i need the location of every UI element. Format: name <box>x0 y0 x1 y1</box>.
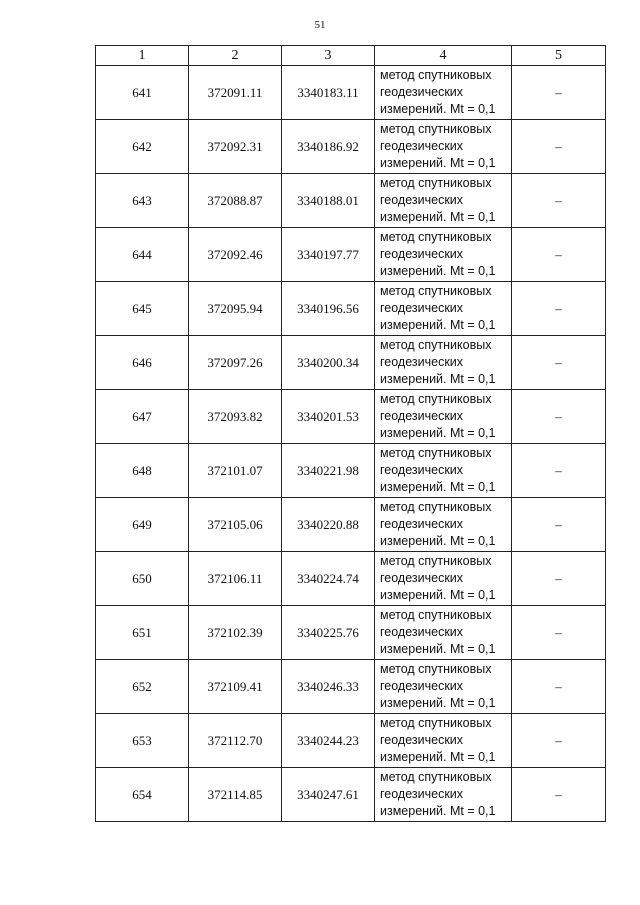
column-header-1: 1 <box>96 46 189 66</box>
point-number-cell: 649 <box>96 498 189 552</box>
method-line: метод спутниковых <box>380 68 492 82</box>
note-cell: – <box>512 66 606 120</box>
column-header-5: 5 <box>512 46 606 66</box>
table-row <box>96 714 606 768</box>
x-coordinate-cell: 372106.11 <box>189 552 282 606</box>
table-row <box>96 606 606 660</box>
table-body <box>96 66 606 822</box>
point-number-cell: 652 <box>96 660 189 714</box>
x-coordinate-cell: 372088.87 <box>189 174 282 228</box>
method-cell <box>375 444 512 498</box>
method-line: метод спутниковых <box>380 446 492 460</box>
table-header-row <box>96 46 606 66</box>
table-row <box>96 228 606 282</box>
point-number-cell: 643 <box>96 174 189 228</box>
table-row <box>96 174 606 228</box>
method-line: метод спутниковых <box>380 662 492 676</box>
method-line: геодезических <box>380 571 464 585</box>
method-line: геодезических <box>380 85 464 99</box>
method-line: измерений. Mt = 0,1 <box>380 696 496 710</box>
y-coordinate-cell: 3340246.33 <box>282 660 375 714</box>
point-number-cell: 651 <box>96 606 189 660</box>
method-line: метод спутниковых <box>380 176 492 190</box>
method-line: измерений. Mt = 0,1 <box>380 534 496 548</box>
x-coordinate-cell: 372109.41 <box>189 660 282 714</box>
method-line: измерений. Mt = 0,1 <box>380 156 496 170</box>
x-coordinate-cell: 372114.85 <box>189 768 282 822</box>
method-cell <box>375 282 512 336</box>
y-coordinate-cell: 3340186.92 <box>282 120 375 174</box>
point-number-cell: 646 <box>96 336 189 390</box>
y-coordinate-cell: 3340196.56 <box>282 282 375 336</box>
method-line: измерений. Mt = 0,1 <box>380 588 496 602</box>
method-line: измерений. Mt = 0,1 <box>380 264 496 278</box>
x-coordinate-cell: 372093.82 <box>189 390 282 444</box>
method-line: метод спутниковых <box>380 230 492 244</box>
method-cell <box>375 120 512 174</box>
method-line: геодезических <box>380 301 464 315</box>
method-line: измерений. Mt = 0,1 <box>380 642 496 656</box>
method-line: геодезических <box>380 679 464 693</box>
column-header-3: 3 <box>282 46 375 66</box>
method-cell <box>375 174 512 228</box>
method-line: геодезических <box>380 247 464 261</box>
y-coordinate-cell: 3340224.74 <box>282 552 375 606</box>
table-row <box>96 390 606 444</box>
method-line: измерений. Mt = 0,1 <box>380 804 496 818</box>
method-line: измерений. Mt = 0,1 <box>380 210 496 224</box>
point-number-cell: 648 <box>96 444 189 498</box>
method-line: геодезических <box>380 517 464 531</box>
note-cell: – <box>512 390 606 444</box>
method-line: метод спутниковых <box>380 716 492 730</box>
method-line: геодезических <box>380 787 464 801</box>
method-line: метод спутниковых <box>380 770 492 784</box>
y-coordinate-cell: 3340188.01 <box>282 174 375 228</box>
note-cell: – <box>512 552 606 606</box>
method-line: измерений. Mt = 0,1 <box>380 372 496 386</box>
y-coordinate-cell: 3340221.98 <box>282 444 375 498</box>
method-line: измерений. Mt = 0,1 <box>380 750 496 764</box>
x-coordinate-cell: 372097.26 <box>189 336 282 390</box>
method-line: геодезических <box>380 463 464 477</box>
table-row <box>96 120 606 174</box>
note-cell: – <box>512 282 606 336</box>
column-header-4: 4 <box>375 46 512 66</box>
method-line: измерений. Mt = 0,1 <box>380 426 496 440</box>
point-number-cell: 650 <box>96 552 189 606</box>
method-cell <box>375 552 512 606</box>
method-cell <box>375 390 512 444</box>
x-coordinate-cell: 372101.07 <box>189 444 282 498</box>
table-row <box>96 498 606 552</box>
point-number-cell: 647 <box>96 390 189 444</box>
y-coordinate-cell: 3340220.88 <box>282 498 375 552</box>
table-row <box>96 768 606 822</box>
point-number-cell: 642 <box>96 120 189 174</box>
method-line: метод спутниковых <box>380 338 492 352</box>
method-cell <box>375 498 512 552</box>
y-coordinate-cell: 3340183.11 <box>282 66 375 120</box>
point-number-cell: 645 <box>96 282 189 336</box>
note-cell: – <box>512 714 606 768</box>
method-cell <box>375 606 512 660</box>
x-coordinate-cell: 372095.94 <box>189 282 282 336</box>
y-coordinate-cell: 3340247.61 <box>282 768 375 822</box>
method-line: измерений. Mt = 0,1 <box>380 480 496 494</box>
method-line: геодезических <box>380 139 464 153</box>
method-cell <box>375 768 512 822</box>
note-cell: – <box>512 660 606 714</box>
point-number-cell: 644 <box>96 228 189 282</box>
method-line: геодезических <box>380 409 464 423</box>
table-row <box>96 444 606 498</box>
column-header-2: 2 <box>189 46 282 66</box>
note-cell: – <box>512 444 606 498</box>
y-coordinate-cell: 3340244.23 <box>282 714 375 768</box>
x-coordinate-cell: 372092.46 <box>189 228 282 282</box>
method-line: измерений. Mt = 0,1 <box>380 318 496 332</box>
x-coordinate-cell: 372091.11 <box>189 66 282 120</box>
method-line: метод спутниковых <box>380 122 492 136</box>
method-cell <box>375 714 512 768</box>
note-cell: – <box>512 606 606 660</box>
coordinates-table <box>95 45 606 822</box>
y-coordinate-cell: 3340225.76 <box>282 606 375 660</box>
y-coordinate-cell: 3340200.34 <box>282 336 375 390</box>
x-coordinate-cell: 372105.06 <box>189 498 282 552</box>
x-coordinate-cell: 372102.39 <box>189 606 282 660</box>
method-line: измерений. Mt = 0,1 <box>380 102 496 116</box>
note-cell: – <box>512 228 606 282</box>
page-number: 51 <box>314 19 326 31</box>
point-number-cell: 654 <box>96 768 189 822</box>
method-cell <box>375 660 512 714</box>
method-cell <box>375 336 512 390</box>
note-cell: – <box>512 120 606 174</box>
method-line: метод спутниковых <box>380 284 492 298</box>
y-coordinate-cell: 3340201.53 <box>282 390 375 444</box>
method-line: геодезических <box>380 733 464 747</box>
method-line: метод спутниковых <box>380 500 492 514</box>
point-number-cell: 641 <box>96 66 189 120</box>
table-row <box>96 660 606 714</box>
method-cell <box>375 228 512 282</box>
table-row <box>96 66 606 120</box>
table-row <box>96 552 606 606</box>
method-line: геодезических <box>380 193 464 207</box>
method-line: метод спутниковых <box>380 554 492 568</box>
method-line: геодезических <box>380 355 464 369</box>
point-number-cell: 653 <box>96 714 189 768</box>
note-cell: – <box>512 174 606 228</box>
y-coordinate-cell: 3340197.77 <box>282 228 375 282</box>
table-row <box>96 282 606 336</box>
method-cell <box>375 66 512 120</box>
x-coordinate-cell: 372092.31 <box>189 120 282 174</box>
note-cell: – <box>512 336 606 390</box>
method-line: геодезических <box>380 625 464 639</box>
method-line: метод спутниковых <box>380 608 492 622</box>
note-cell: – <box>512 768 606 822</box>
note-cell: – <box>512 498 606 552</box>
method-line: метод спутниковых <box>380 392 492 406</box>
table-row <box>96 336 606 390</box>
x-coordinate-cell: 372112.70 <box>189 714 282 768</box>
